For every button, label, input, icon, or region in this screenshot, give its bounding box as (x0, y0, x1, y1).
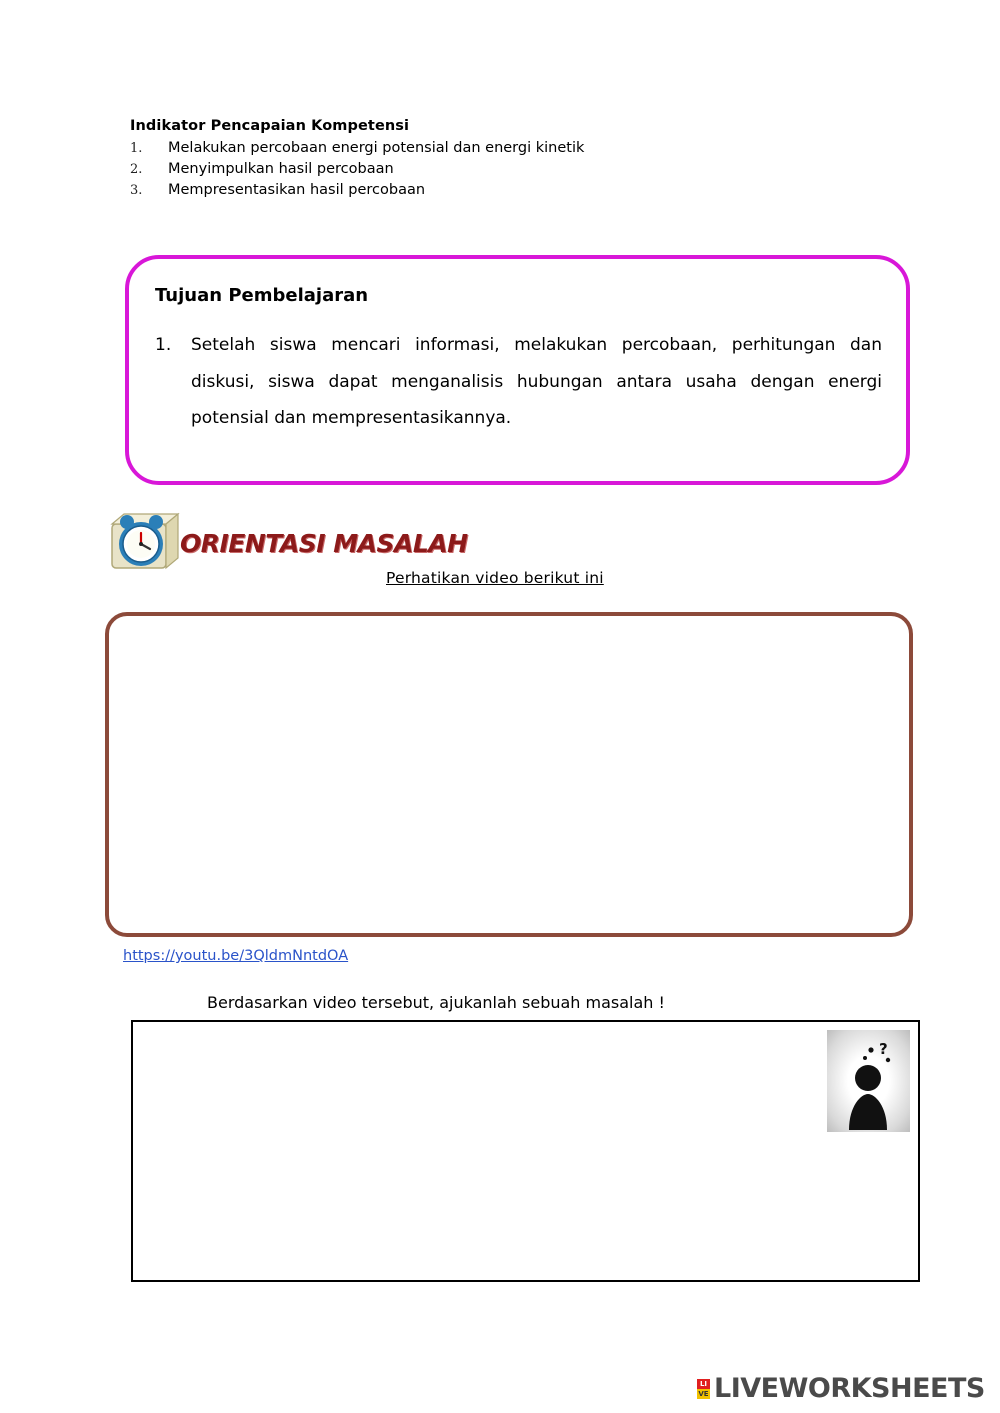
indikator-title: Indikator Pencapaian Kompetensi (130, 118, 410, 134)
orientasi-heading: ORIENTASI MASALAH (180, 529, 468, 558)
liveworksheets-logo (697, 1373, 985, 1404)
tujuan-pembelajaran-box (125, 255, 910, 485)
thinking-person-icon (827, 1030, 910, 1132)
tujuan-item-label: Setelah siswa mencari informasi, melakukan percobaan, perhitungan dan diskusi, siswa dapat menganalisis hubungan antara usaha dengan energi potensial dan mempresentasikannya. (191, 335, 882, 429)
list-item-number: 2. (130, 162, 143, 177)
list-item-label: Melakukan percobaan energi potensial dan energi kinetik (168, 140, 585, 156)
list-item (130, 182, 890, 198)
list-item-number: 3. (130, 183, 143, 198)
question-prompt: Berdasarkan video tersebut, ajukanlah sebuah masalah ! (207, 993, 665, 1012)
liveworksheets-mark-icon (697, 1379, 710, 1399)
list-item (130, 161, 890, 177)
video-embed-box[interactable] (105, 612, 913, 937)
alarm-clock-icon (108, 510, 186, 576)
list-item (130, 140, 890, 156)
logo-square-top: LI (697, 1379, 710, 1389)
indikator-list (130, 140, 890, 198)
list-item-label: Menyimpulkan hasil percobaan (168, 161, 394, 177)
video-instruction: Perhatikan video berikut ini (386, 569, 604, 587)
tujuan-title: Tujuan Pembelajaran (155, 285, 369, 306)
tujuan-item-number: 1. (155, 335, 172, 355)
liveworksheets-wordmark: LIVEWORKSHEETS (714, 1373, 985, 1404)
indikator-section (130, 118, 890, 203)
list-item-number: 1. (130, 141, 143, 156)
video-url-link[interactable]: https://youtu.be/3QldmNntdOA (123, 948, 349, 964)
svg-text:?: ? (879, 1040, 888, 1058)
logo-square-bottom: VE (698, 1389, 709, 1398)
list-item-label: Mempresentasikan hasil percobaan (168, 182, 426, 198)
tujuan-item (155, 327, 882, 437)
answer-input-box[interactable] (131, 1020, 920, 1282)
